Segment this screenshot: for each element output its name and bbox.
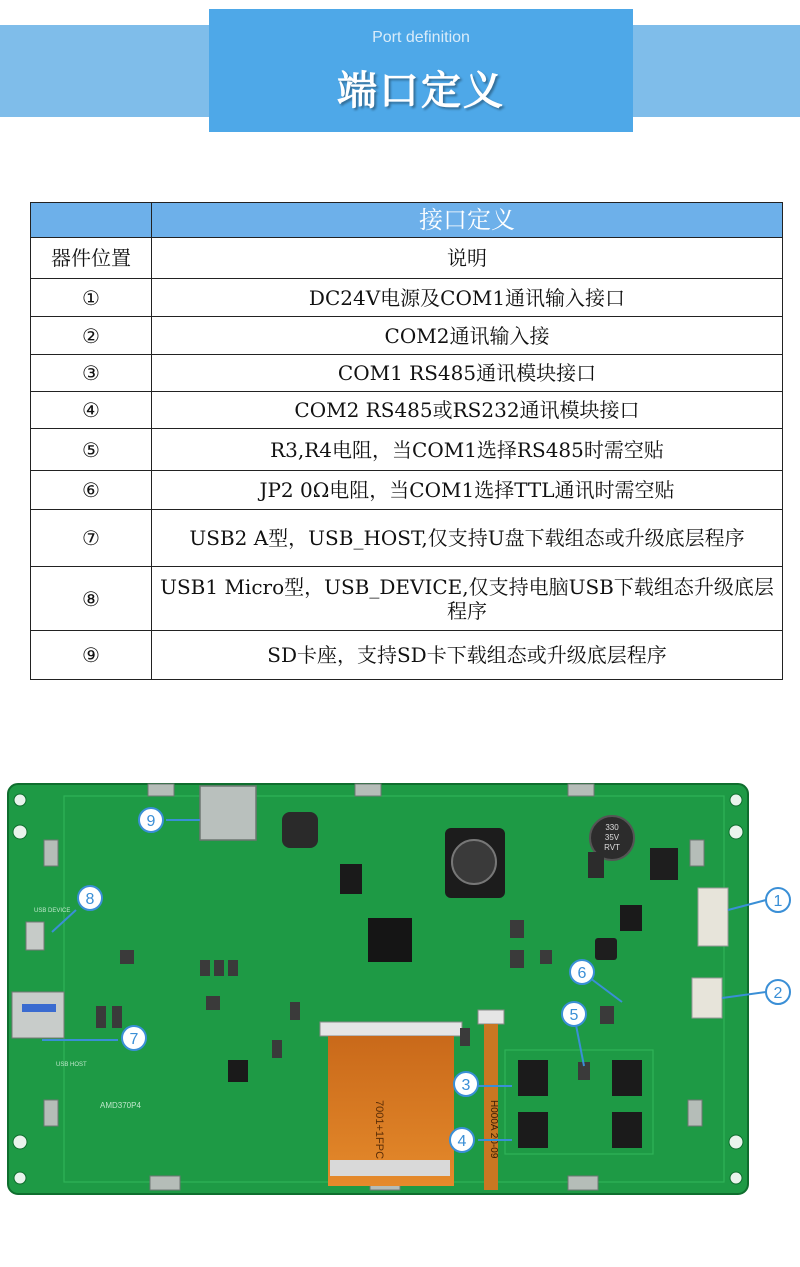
row-description: DC24V电源及COM1通讯输入接口 bbox=[152, 279, 783, 317]
pcb-board-illustration bbox=[0, 770, 800, 1210]
callout-6-number: 6 bbox=[577, 965, 587, 982]
row-number: ⑧ bbox=[31, 567, 152, 631]
ic-chip bbox=[340, 864, 362, 894]
lcd-fpc-label bbox=[330, 1160, 450, 1176]
row-number: ⑨ bbox=[31, 631, 152, 680]
touch-connector bbox=[478, 1010, 504, 1024]
column-header-description: 说明 bbox=[152, 238, 783, 279]
row-number: ⑥ bbox=[31, 471, 152, 510]
micro-usb-port bbox=[26, 922, 44, 950]
callout-6 bbox=[570, 960, 594, 984]
lcd-connector bbox=[320, 1022, 462, 1036]
row-description: JP2 0Ω电阻，当COM1选择TTL通讯时需空贴 bbox=[152, 471, 783, 510]
usb-a-port bbox=[12, 992, 64, 1038]
callout-8-number: 8 bbox=[85, 891, 95, 908]
callout-7-number: 7 bbox=[129, 1031, 139, 1048]
callout-9 bbox=[139, 808, 163, 832]
row-number: ① bbox=[31, 279, 152, 317]
cpu-chip bbox=[368, 918, 412, 962]
connector-com2 bbox=[692, 978, 722, 1018]
row-number: ④ bbox=[31, 392, 152, 429]
small-capacitor bbox=[588, 852, 604, 878]
row-description: COM1 RS485通讯模块接口 bbox=[152, 355, 783, 392]
inductor-small bbox=[595, 938, 617, 960]
board-label: AMD370P4 bbox=[100, 1101, 141, 1110]
callout-2-number: 2 bbox=[773, 985, 783, 1002]
table-row bbox=[31, 355, 783, 392]
callout-3 bbox=[454, 1072, 478, 1096]
touch-fpc-silkscreen: H000A 20-09 bbox=[488, 1100, 499, 1159]
cap-label-1: 330 bbox=[605, 823, 619, 832]
row-number: ③ bbox=[31, 355, 152, 392]
callout-2 bbox=[766, 980, 790, 1004]
fpc-silkscreen: 7001+1FPC bbox=[373, 1100, 385, 1160]
callout-5 bbox=[562, 1002, 586, 1026]
usb-host-label: USB HOST bbox=[56, 1062, 87, 1068]
callout-1 bbox=[766, 888, 790, 912]
ic-chip bbox=[228, 1060, 248, 1082]
table-row bbox=[31, 279, 783, 317]
callout-1-number: 1 bbox=[773, 893, 783, 910]
table-row bbox=[31, 567, 783, 631]
usb-device-label: USB DEVICE bbox=[34, 908, 71, 914]
sd-card-slot bbox=[200, 786, 256, 840]
inductor bbox=[282, 812, 318, 848]
ic-chip bbox=[620, 905, 642, 931]
callout-5-number: 5 bbox=[569, 1007, 579, 1024]
table-row bbox=[31, 471, 783, 510]
callout-4-number: 4 bbox=[457, 1133, 467, 1150]
callout-8 bbox=[78, 886, 102, 910]
table-row bbox=[31, 429, 783, 471]
regulator bbox=[650, 848, 678, 880]
row-number: ② bbox=[31, 317, 152, 355]
column-header-position: 器件位置 bbox=[31, 238, 152, 279]
row-number: ⑤ bbox=[31, 429, 152, 471]
port-definition-table bbox=[30, 202, 783, 680]
table-header-row bbox=[31, 238, 783, 279]
banner-title: 端口定义 bbox=[337, 68, 505, 114]
pcb-photo bbox=[0, 770, 800, 1210]
table-title-row bbox=[31, 203, 783, 238]
cap-label-2: 35V bbox=[604, 833, 620, 842]
callout-3-number: 3 bbox=[461, 1077, 471, 1094]
header-banner bbox=[209, 9, 633, 132]
table-title-corner bbox=[31, 203, 152, 238]
row-description: SD卡座，支持SD卡下载组态或升级底层程序 bbox=[152, 631, 783, 680]
coin-battery bbox=[452, 840, 496, 884]
table-row bbox=[31, 317, 783, 355]
row-description: R3,R4电阻，当COM1选择RS485时需空贴 bbox=[152, 429, 783, 471]
row-description: USB2 A型，USB_HOST,仅支持U盘下载组态或升级底层程序 bbox=[152, 510, 783, 567]
row-number: ⑦ bbox=[31, 510, 152, 567]
table-row bbox=[31, 631, 783, 680]
table-row bbox=[31, 392, 783, 429]
banner-subtitle: Port definition bbox=[372, 29, 470, 46]
row-description: USB1 Micro型，USB_DEVICE,仅支持电脑USB下载组态升级底层程序 bbox=[152, 567, 783, 631]
row-description: COM2通讯输入接 bbox=[152, 317, 783, 355]
callout-9-number: 9 bbox=[146, 813, 156, 830]
callout-4 bbox=[450, 1128, 474, 1152]
table-title: 接口定义 bbox=[152, 203, 783, 238]
cap-label-3: RVT bbox=[604, 843, 620, 852]
table-row bbox=[31, 510, 783, 567]
callout-7 bbox=[122, 1026, 146, 1050]
row-description: COM2 RS485或RS232通讯模块接口 bbox=[152, 392, 783, 429]
connector-com1 bbox=[698, 888, 728, 946]
usb-a-tongue bbox=[22, 1004, 56, 1012]
